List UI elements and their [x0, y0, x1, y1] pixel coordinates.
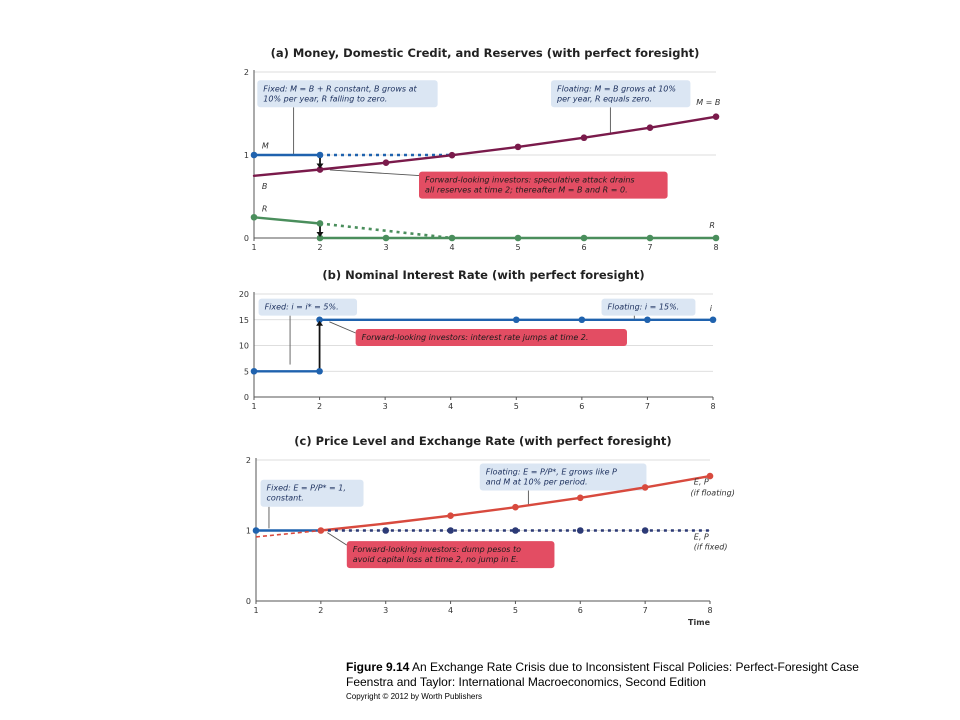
callout-investors	[330, 170, 668, 199]
callout-text: Floating: M = B grows at 10%	[557, 84, 676, 94]
y-tick-label: 5	[243, 367, 249, 377]
x-tick-label: 6	[581, 243, 587, 252]
data-point	[383, 159, 390, 166]
callout-text: Fixed: E = P/P* = 1,	[266, 483, 346, 493]
curve-label: R	[261, 204, 268, 214]
data-point	[447, 527, 454, 534]
data-point	[647, 124, 654, 131]
x-tick-label: 8	[713, 243, 719, 252]
curve-label: M	[261, 141, 269, 151]
data-point	[317, 152, 324, 159]
data-point	[449, 235, 456, 242]
series-line-b	[254, 117, 716, 176]
series-line-r	[254, 217, 320, 223]
data-point	[318, 527, 325, 534]
figure-label: Figure 9.14	[346, 660, 410, 674]
x-tick-label: 2	[317, 402, 323, 411]
panel-1	[244, 46, 720, 252]
callout-fixed	[261, 480, 364, 529]
x-tick-label: 1	[251, 243, 257, 252]
data-point	[449, 152, 456, 159]
data-point	[642, 527, 649, 534]
callout-text: Floating: E = P/P*, E grows like P	[485, 467, 617, 477]
callout-text: Fixed: i = i* = 5%.	[264, 302, 339, 312]
x-tick-label: 3	[383, 606, 389, 615]
data-point	[713, 113, 720, 120]
figure-caption	[346, 660, 859, 702]
callout-text: Forward-looking investors: dump pesos to	[352, 545, 522, 555]
y-tick-label: 2	[245, 456, 251, 465]
data-point	[253, 527, 260, 534]
caption-title-line	[346, 660, 859, 675]
callout-fixed	[257, 80, 437, 155]
y-tick-label: 1	[243, 151, 249, 160]
data-point	[647, 235, 654, 242]
y-tick-label: 0	[243, 393, 249, 402]
x-tick-label: 1	[253, 606, 259, 615]
callout-leader	[330, 170, 419, 176]
callout-text: all reserves at time 2; thereafter M = B and R = 0.	[425, 185, 628, 195]
callout-floating	[602, 299, 696, 319]
curve-label: E, P	[693, 532, 709, 542]
callout-text: 10% per year, R falling to zero.	[263, 94, 388, 104]
data-point	[515, 144, 522, 151]
curve-label: (if floating)	[690, 488, 735, 498]
x-tick-label: 7	[644, 402, 650, 411]
panel-2	[239, 268, 716, 411]
x-tick-label: 5	[515, 243, 521, 252]
x-tick-label: 2	[318, 606, 324, 615]
data-point	[251, 368, 258, 375]
data-point	[512, 527, 519, 534]
data-point	[251, 152, 258, 159]
curve-label: M = B	[696, 98, 721, 108]
panel-3	[246, 434, 735, 627]
callout-text: Floating: i = 15%.	[607, 302, 680, 312]
data-point	[383, 235, 390, 242]
x-tick-label: 5	[513, 402, 519, 411]
y-tick-label: 15	[238, 315, 249, 325]
data-point	[515, 235, 522, 242]
curve-label: (if fixed)	[693, 542, 728, 552]
data-point	[251, 214, 258, 221]
data-point	[579, 316, 586, 323]
callout-text: Fixed: M = B + R constant, B grows at	[263, 84, 417, 94]
curve-label: E, P	[693, 477, 709, 487]
book-credit: Feenstra and Taylor: International Macroeconomics, Second Edition	[346, 675, 706, 689]
y-tick-label: 1	[245, 526, 251, 536]
data-point	[577, 494, 584, 501]
callout-investors	[327, 533, 554, 568]
x-tick-label: 4	[449, 243, 455, 252]
x-tick-label: 6	[579, 402, 585, 411]
x-tick-label: 8	[707, 606, 713, 615]
data-point	[513, 316, 520, 323]
data-point	[710, 316, 717, 323]
callout-text: Forward-looking investors: interest rate jumps at time 2.	[361, 333, 589, 343]
callout-text: constant.	[266, 493, 304, 503]
callout-text: and M at 10% per period.	[485, 477, 588, 487]
panel-title: (b) Nominal Interest Rate (with perfect foresight)	[322, 268, 645, 282]
x-tick-label: 7	[647, 243, 653, 252]
callout-leader	[327, 533, 346, 545]
panel-title: (a) Money, Domestic Credit, and Reserves (with perfect foresight)	[270, 46, 700, 60]
callout-text: avoid capital loss at time 2, no jump in E.	[352, 555, 519, 565]
x-axis-label: Time	[688, 618, 710, 627]
curve-label: B	[261, 182, 268, 192]
x-tick-label: 3	[383, 243, 389, 252]
data-point	[713, 235, 720, 242]
x-tick-label: 2	[317, 243, 323, 252]
data-point	[512, 504, 519, 511]
data-point	[642, 484, 649, 491]
data-point	[447, 512, 454, 519]
y-tick-label: 20	[238, 290, 249, 299]
data-point	[581, 235, 588, 242]
panel-title: (c) Price Level and Exchange Rate (with perfect foresight)	[294, 434, 672, 448]
figure-title: An Exchange Rate Crisis due to Inconsistent Fiscal Policies: Perfect-Foresight Case	[412, 660, 859, 674]
x-tick-label: 3	[382, 402, 388, 411]
callout-leader	[329, 322, 355, 333]
data-point	[316, 368, 323, 375]
x-tick-label: 1	[251, 402, 257, 411]
data-point	[577, 527, 584, 534]
copyright-notice: Copyright © 2012 by Worth Publishers	[346, 692, 483, 701]
y-tick-label: 0	[243, 234, 249, 243]
callout-fixed	[259, 299, 357, 365]
x-tick-label: 6	[577, 606, 583, 615]
data-point	[581, 134, 588, 141]
x-tick-label: 4	[448, 606, 454, 615]
x-tick-label: 5	[512, 606, 518, 615]
y-tick-label: 0	[245, 597, 251, 606]
data-point	[317, 220, 324, 227]
callout-text: Forward-looking investors: speculative attack drains	[425, 175, 635, 185]
data-point	[382, 527, 389, 534]
x-tick-label: 4	[448, 402, 454, 411]
curve-label: R	[709, 221, 715, 231]
y-tick-label: 2	[243, 68, 249, 77]
x-tick-label: 8	[710, 402, 716, 411]
curve-label: i	[709, 303, 712, 313]
x-tick-label: 7	[642, 606, 648, 615]
callout-investors	[329, 322, 627, 346]
callout-text: per year, R equals zero.	[557, 94, 652, 104]
data-point	[644, 316, 651, 323]
y-tick-label: 10	[238, 341, 249, 351]
